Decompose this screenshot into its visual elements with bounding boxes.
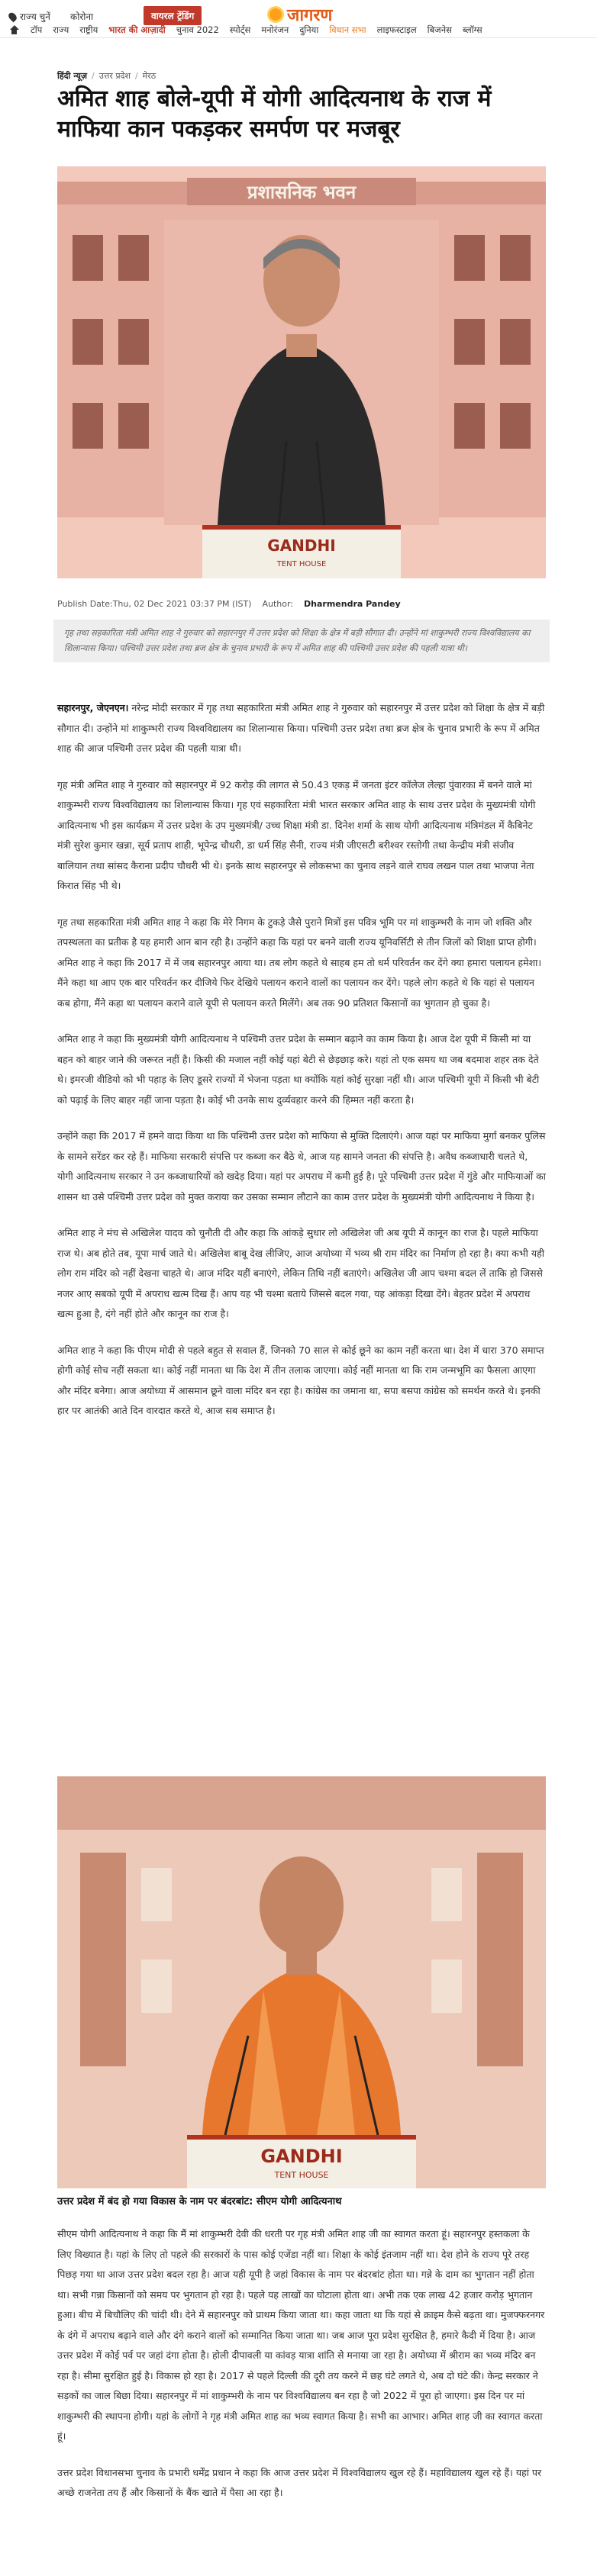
nav-item[interactable]: भारत की आज़ादी <box>108 24 166 35</box>
breadcrumb-item-hindi-news[interactable]: हिंदी न्यूज़ <box>57 71 87 81</box>
image-caption: गृह तथा सहकारिता मंत्री अमित शाह ने गुरुवार को सहारनपुर में उत्तर प्रदेश को शिक्षा के क्षेत्र में बड़ी सौगात दी। उन्होंने मां शाकुम्भरी राज्य विश्वविद्यालय का शिलान्यास किया। पश्चिमी उत्तर प्रदेश तथा ब्रज क्षेत्र के चुनाव प्रभारी के रूप में अमित शाह की पश्चिमी उत्तर प्रदेश की पहली यात्रा थी। <box>53 620 550 662</box>
podium-subtext: TENT HOUSE <box>276 560 327 568</box>
article-paragraph <box>57 698 546 759</box>
article-paragraph: अमित शाह ने कहा कि मुख्यमंत्री योगी आदित्यनाथ ने पश्चिमी उत्तर प्रदेश के सम्मान बढ़ाने का काम किया है। आज देश यूपी में किसी मां या बहन को बाहर जाने की जरूरत नहीं है। किसी की मजाल नहीं कोई यहां बेटी से छेड़छाड़ करे। यहां तो एक समय था जब बदमाश शहर तक देते थे। इमरजी वीडियो को भी पहाड़ के लिए डूसरे राज्यों में भेजना पड़ता था क्योंकि यहां कोई सुरक्षा नहीं थी। आज पश्चिमी यूपी में किसी भी बेटी को पढ़ाई के लिए बाहर नहीं जाना पड़ता है। कोई भी उनके साथ दुर्व्यवहार करने की हिम्मत नहीं करता है। <box>57 1033 540 1106</box>
location-pin-icon <box>7 11 18 22</box>
article-body-continued <box>57 2224 546 2520</box>
author-label: Author: <box>262 599 294 609</box>
nav-item[interactable]: टॉप <box>31 24 43 35</box>
publish-date: Publish Date:Thu, 02 Dec 2021 03:37 PM (IST) <box>57 599 252 609</box>
article-paragraph: अमित शाह ने कहा कि पीएम मोदी से पहले बहुत से सवाल हैं, जिनको 70 साल से कोई छूने का काम नहीं करता था। देश में धारा 370 समाप्त होगी कोई सोच नहीं सकता था। कोई नहीं मानता था कि देश में तीन तलाक जाएगा। कोई नहीं मानता था कि राम जन्मभूमि का फैसला आएगा और मंदिर बनेगा। आज अयोध्या में आसमान छूने वाला मंदिर बन रहा है। कांग्रेस का जमाना था, सपा बसपा कांग्रेस को समर्थन करते थे। इनकी हार पर आतंकी आते दिन वारदात करते थे, आज सब समाप्त है। <box>57 1344 544 1416</box>
article-headline: अमित शाह बोले-यूपी में योगी आदित्यनाथ के राज में माफिया कान पकड़कर समर्पण पर मजबूर <box>57 85 492 143</box>
breadcrumb-item-meerut[interactable]: मेरठ <box>142 71 157 81</box>
breadcrumb-separator: / <box>134 71 138 81</box>
state-selector-label: राज्य चुनें <box>20 11 50 22</box>
state-selector[interactable] <box>9 10 50 23</box>
nav-list <box>31 24 493 36</box>
dateline: सहारनपुर, जेएनएन। <box>57 702 129 713</box>
breadcrumb <box>57 70 156 82</box>
article-hero-image <box>57 166 546 578</box>
nav-item[interactable]: लाइफस्टाइल <box>376 24 417 35</box>
podium-text: GANDHI <box>267 536 336 555</box>
article-paragraph: अमित शाह ने मंच से अखिलेश यादव को चुनौती दी और कहा कि आंकड़े सुधार लो अखिलेश जी अब यूपी में कानून का राज है। पहले माफिया राज थे। अब होते तब, यूपा मार्च जाते थे। अखिलेश बाबू देख लीजिए, आज अयोध्या में भव्य श्री राम मंदिर का निर्माण हो रहा है। क्या कभी यही लोग राम मंदिर को नहीं देखना चाहते थे। आज मंदिर यहीं बनाएंगे, लेकिन तिथि नहीं बताएंगे। अखिलेश जी आप चश्मा बदल लें ताकि हो जिससे नजर आए सबको यूपी में अपराध खत्म दिख हैं। आप यह भी चश्मा बताये जिससे बदल गया, यह आंकड़ा दिखा देंगे। बेहतर प्रदेश में अपराध खत्म हुआ है, दंगे नहीं होते और कानून का राज है। <box>57 1227 544 1319</box>
article-paragraph: गृह तथा सहकारिता मंत्री अमित शाह ने कहा कि मेरे निगम के टुकड़े जैसे पुराने मित्रों इस पवित्र भूमि पर मां शाकुम्भरी के नाम जो शक्ति और तपस्थलता का प्रतीक है यह हमारी आन बान रही है। उन्होंने कहा कि यहां पर बनने वाली राज्य यूनिवर्सिटी से तीन जिलों को शिक्षा प्राप्त होगी। अमित शाह ने कहा कि 2017 में में जब सहारनपुर आया था। तब लोग कहते थे साहब हम तो धर्म परिवर्तन कर देंगे क्या हमारा पलायन हमेशा। मैंने कहा था आप एक बार परिवर्तन कर दीजिये फिर देखिये पलायन कराने वालों का पलायन कर देंगे। पहले लोग कहते थे कि यहां से पलायन कब होगा, मैंने कहा था पलायन कराने वाले यूपी से पलायन करते मिलेंगे। अब तक 90 प्रतिशत किसानों का भुगतान हो चुका है। <box>57 916 542 1009</box>
article-paragraph: गृह मंत्री अमित शाह ने गुरुवार को सहारनपुर में 92 करोड़ की लागत से 50.43 एकड़ में जनता इंटर कॉलेज लेल्हा पुंवारका में बनने वाले मां शाकुम्भरी राज्य विश्वविद्यालय का शिलान्यास किया। गृह एवं सहकारिता मंत्री भारत सरकार अमित शाह के साथ उत्तर प्रदेश के मुख्यमंत्री योगी आदित्यनाथ भी इस कार्यक्रम में उत्तर प्रदेश के उप मुख्यमंत्री/ उच्च शिक्षा मंत्री डा. दिनेश शर्मा के साथ योगी आदित्यनाथ मंत्रिमंडल में कैबिनेट मंत्री सुरेश कुमार खन्ना, सूर्य प्रताप शाही, भूपेन्द्र चौधरी, डा धर्म सिंह सैनी, राज्य मंत्री जीएसटी बरीश्वर रस्तोगी तथा केन्द्रीय मंत्री संजीव बालियान तथा सांसद कैराना प्रदीप चौधरी भी थे। इनके साथ सहारनपुर से लोकसभा का चुनाव लड़ने वाले राघव लखन पाल तथा भाजपा नेता किरात सिंह भी थे। <box>57 778 536 891</box>
paragraph-text: नरेन्द्र मोदी सरकार में गृह तथा सहकारिता मंत्री अमित शाह ने गुरुवार को सहारनपुर में उत्तर प्रदेश को शिक्षा के क्षेत्र में बड़ी सौगात दी। उन्होंने मां शाकुम्भरी राज्य विश्वविद्यालय का शिलान्यास किया। पश्चिमी उत्तर प्रदेश तथा ब्रज क्षेत्र के चुनाव प्रभारी के रूप में अमित शाह की आज पश्चिमी उत्तर प्रदेश की पहली यात्रा थी। <box>57 702 545 754</box>
podium-subtext-2: TENT HOUSE <box>274 2170 329 2180</box>
building-signage: प्रशासनिक भवन <box>247 182 357 203</box>
second-image-illustration <box>57 1776 546 2188</box>
article-second-image <box>57 1776 546 2188</box>
nav-item[interactable]: दुनिया <box>299 24 319 35</box>
article-paragraph: उत्तर प्रदेश विधानसभा चुनाव के प्रभारी धर्मेंद्र प्रधान ने कहा कि आज उत्तर प्रदेश में विश्वविद्यालय खुल रहे हैं। महाविद्यालय खुल रहे हैं। यहां पर अच्छे राजनेता तय हैं और किसानों के बैंक खाते में पैसा आ रहा है। <box>57 2466 542 2498</box>
article-paragraph: सीएम योगी आदित्यनाथ ने कहा कि मैं मां शाकुम्भरी देवी की धरती पर गृह मंत्री अमित शाह जी का स्वागत करता हूं। सहारनपुर हस्तकला के लिए विख्यात है। यहां के लिए तो पहले की सरकारों के पास कोई एजेंडा नहीं था। शिक्षा के कोई इंतजाम नहीं था। देश होने के राज्य पूरे तरह पिछड़ गया था आज उत्तर प्रदेश बदल रहा है। आज यही यूपी है जहां विकास के नाम पर बंदरबांट होता था। गन्ने के दाम का भुगतान नहीं होता था। सभी गन्ना किसानों को समय पर भुगतान हो रहा है। पहले यह लाखों का घोटाला होता था। अभी तक एक लाख 42 हजार करोड़ भुगतान हुआ। बीच में बिचौलिए की चांदी थी। देने में सहारनपुर को प्राथम किया जाता था। कहा जाता था कि यहां से क्राइम कैसे बढ़ता था। मुजफ्फरनगर के दंगे में अपराध बढ़ाने वाले और दंगे कराने वालों को सम्मानित किया जाता था। जब आज पूरा प्रदेश सुरक्षित है, हमारे कैदी में दिया है। आज उत्तर प्रदेश में कोई पर्व पर जहां दंगा होता है। होली दीपावली या कांवड़ यात्रा शांति से मनाया जा रहा है। अयोध्या में श्रीराम का भव्य मंदिर बन रहा है। सीमा सुरक्षित हुई है। विकास हो रहा है। 2017 से पहले दिल्ली की दूरी तय करने में छह घंटे लगते थे, अब दो घंटे की। केन्द्र सरकार ने सड़कों का जाल बिछा दिया। सहारनपुर में मां शाकुम्भरी के नाम पर विश्वविद्यालय बन रहा है जो 2022 में पूरा हो जाएगा। इस दिन पर मां शाकुम्भरी की स्थापना होगी। यहां के लोगों ने गृह मंत्री अमित शाह का भव्य स्वागत किया है। सभी का आभार। अमित शाह जी का स्वागत करता हूं। <box>57 2228 545 2442</box>
main-navigation <box>0 23 597 40</box>
breadcrumb-item-up[interactable]: उत्तर प्रदेश <box>98 71 131 81</box>
nav-item[interactable]: ब्लॉग्स <box>462 24 482 35</box>
site-logo-text: जागरण <box>287 5 333 25</box>
author-name[interactable]: Dharmendra Pandey <box>304 599 401 609</box>
breadcrumb-separator: / <box>92 71 95 81</box>
article-meta <box>57 599 401 609</box>
podium-text-2: GANDHI <box>260 2146 343 2167</box>
sun-logo-icon <box>267 6 284 23</box>
viral-trending-button[interactable]: वायरल ट्रेंडिंग <box>144 6 202 25</box>
nav-item[interactable]: चुनाव 2022 <box>176 24 219 35</box>
nav-item[interactable]: बिजनेस <box>427 24 452 35</box>
article-body <box>57 698 546 1438</box>
nav-item[interactable]: मनोरंजन <box>261 24 289 35</box>
nav-item[interactable]: स्पोर्ट्स <box>229 24 251 35</box>
article-paragraph: उन्होंने कहा कि 2017 में हमने वादा किया था कि पश्चिमी उत्तर प्रदेश को माफिया से मुक्ति दिलाएंगे। आज यहां पर माफिया मुर्गा बनकर पुलिस के सामने सरेंडर कर रहे हैं। माफिया सरकारी संपत्ति पर कब्जा कर बैठे थे, आज यह सामने जनता की संपत्ति है। अवैध कब्जाधारी चलते थे, योगी आदित्यनाथ सरकार ने उन कब्जाधारियों को खदेड़ दिया। यहां पर अपराध में कमी हुई है। पूरे पश्चिमी उत्तर प्रदेश में गुंडे और माफियाओं का शासन था उसे पश्चिमी उत्तर प्रदेश को मुक्त कराया कर उसका सम्मान लौटाने का काम उत्तर प्रदेश के मुख्यमंत्री योगी आदित्यनाथ ने किया है। <box>57 1130 547 1203</box>
nav-item[interactable]: विधान सभा <box>329 24 366 35</box>
hero-illustration <box>57 166 546 578</box>
article-subheading: उत्तर प्रदेश में बंद हो गया विकास के नाम पर बंदरबांट: सीएम योगी आदित्यनाथ <box>57 2196 342 2207</box>
home-icon[interactable] <box>9 25 19 34</box>
nav-item[interactable]: राज्य <box>53 24 69 35</box>
nav-item[interactable]: राष्ट्रीय <box>79 24 98 35</box>
corona-link[interactable]: कोरोना <box>70 11 94 22</box>
